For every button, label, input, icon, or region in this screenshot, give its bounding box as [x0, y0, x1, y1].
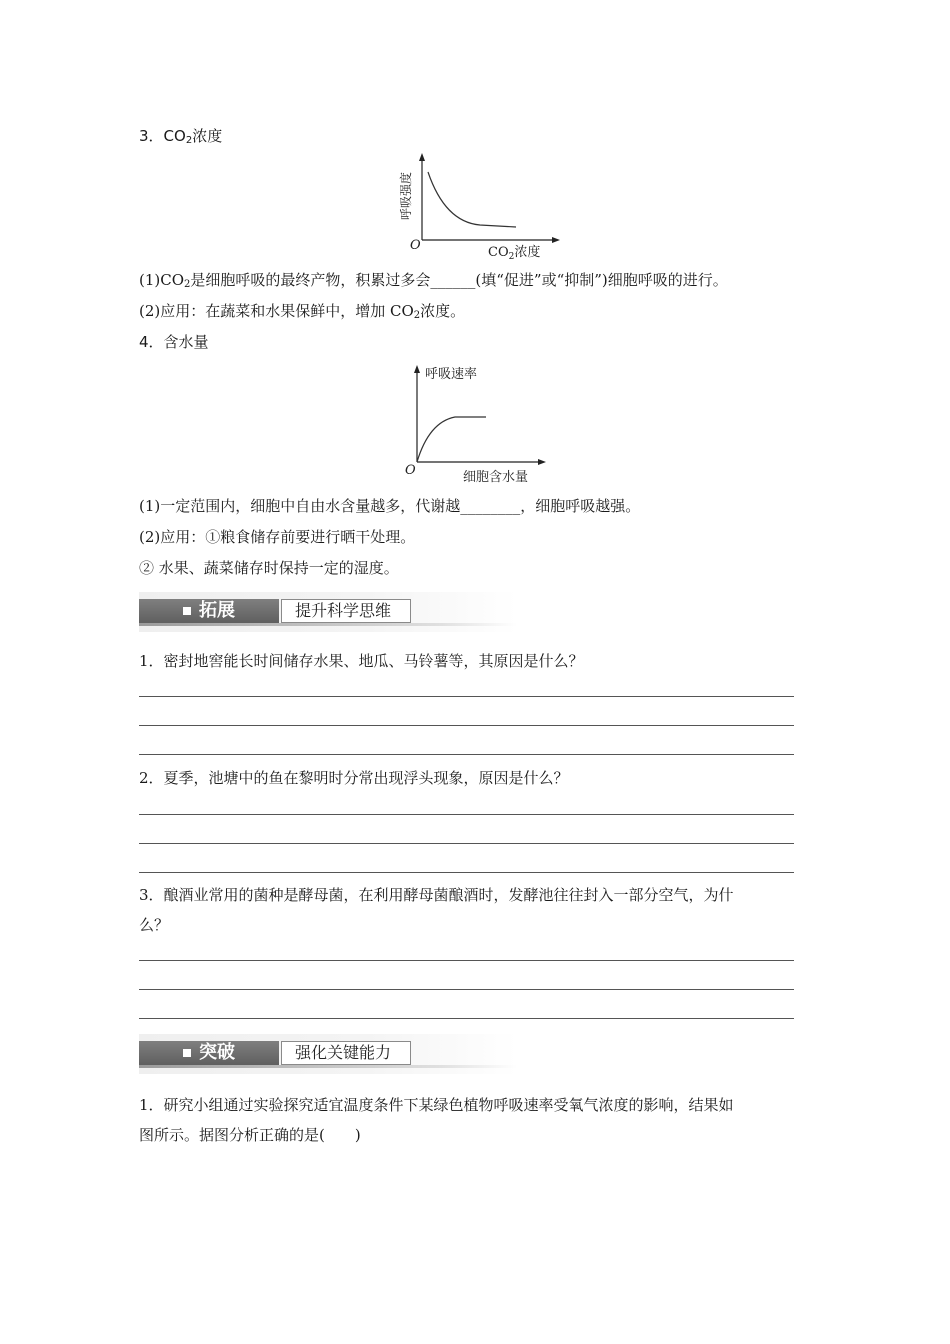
square-bullet-icon	[183, 607, 191, 615]
section3-heading-number: 3．	[139, 127, 164, 145]
banner-expand-title: 拓展	[199, 600, 235, 621]
answer-line	[139, 696, 794, 697]
graph1-xlabel: $CO_2$浓度	[488, 245, 541, 262]
section3-heading-co: CO	[163, 127, 186, 145]
section4-line2: (2)应用：①粮食储存前要进行晒干处理。	[139, 528, 416, 546]
answer-line	[139, 754, 794, 755]
banner-expand-subtitle: 提升科学思维	[295, 601, 392, 620]
graph2-y-arrow	[414, 365, 420, 373]
breakthrough-question-1-line1: 1．研究小组通过实验探究适宜温度条件下某绿色植物呼吸速率受氧气浓度的影响，结果如	[139, 1096, 734, 1114]
banner-expand	[139, 592, 517, 632]
answer-line	[139, 1018, 794, 1019]
banner-breakthrough-title: 突破	[199, 1042, 235, 1063]
water-respiration-graph	[395, 360, 555, 488]
answer-line	[139, 989, 794, 990]
answer-line	[139, 960, 794, 961]
section4-heading: 4．含水量	[139, 333, 209, 351]
graph1-ylabel: 呼吸强度	[399, 171, 413, 220]
graph2-xlabel: 细胞含水量	[463, 470, 529, 485]
graph1-x-arrow	[552, 237, 560, 243]
expand-question-3-line2: 么？	[139, 916, 170, 934]
section3-heading-subscript: 2	[185, 135, 193, 146]
graph2-curve	[417, 417, 486, 462]
answer-line	[139, 843, 794, 844]
breakthrough-question-1-line2: 图所示。据图分析正确的是( )	[139, 1126, 361, 1144]
graph1-origin: O	[410, 238, 421, 253]
section3-heading-tail: 浓度	[192, 127, 223, 145]
answer-line	[139, 725, 794, 726]
graph2-x-arrow	[538, 459, 546, 465]
section3-heading	[139, 125, 222, 152]
section3-line2: (2)应用：在蔬菜和水果保鲜中，增加 $CO_2$浓度。	[139, 302, 466, 321]
answer-line	[139, 814, 794, 815]
banner-breakthrough	[139, 1034, 517, 1074]
section3-line1: $(1)CO_2$是细胞呼吸的最终产物，积累过多会______(填“促进”或“抑制”)细胞呼吸的进行。	[139, 271, 728, 290]
co2-respiration-graph	[370, 150, 570, 265]
banner-breakthrough-subtitle: 强化关键能力	[295, 1043, 392, 1062]
expand-question-3-line1: 3．酿酒业常用的菌种是酵母菌，在利用酵母菌酿酒时，发酵池往往封入一部分空气，为什	[139, 886, 734, 904]
answer-line	[139, 872, 794, 873]
square-bullet-icon	[183, 1049, 191, 1057]
expand-question-1: 1．密封地窖能长时间储存水果、地瓜、马铃薯等，其原因是什么？	[139, 652, 584, 670]
expand-question-2: 2．夏季，池塘中的鱼在黎明时分常出现浮头现象，原因是什么？	[139, 769, 569, 787]
graph2-ylabel: 呼吸速率	[425, 367, 478, 382]
section4-line1: (1)一定范围内，细胞中自由水含量越多，代谢越________，细胞呼吸越强。	[139, 497, 641, 515]
graph1-y-arrow	[419, 153, 425, 161]
graph2-origin: O	[405, 463, 416, 478]
graph1-curve	[428, 172, 516, 227]
section4-line3: ② 水果、蔬菜储存时保持一定的湿度。	[139, 559, 399, 577]
